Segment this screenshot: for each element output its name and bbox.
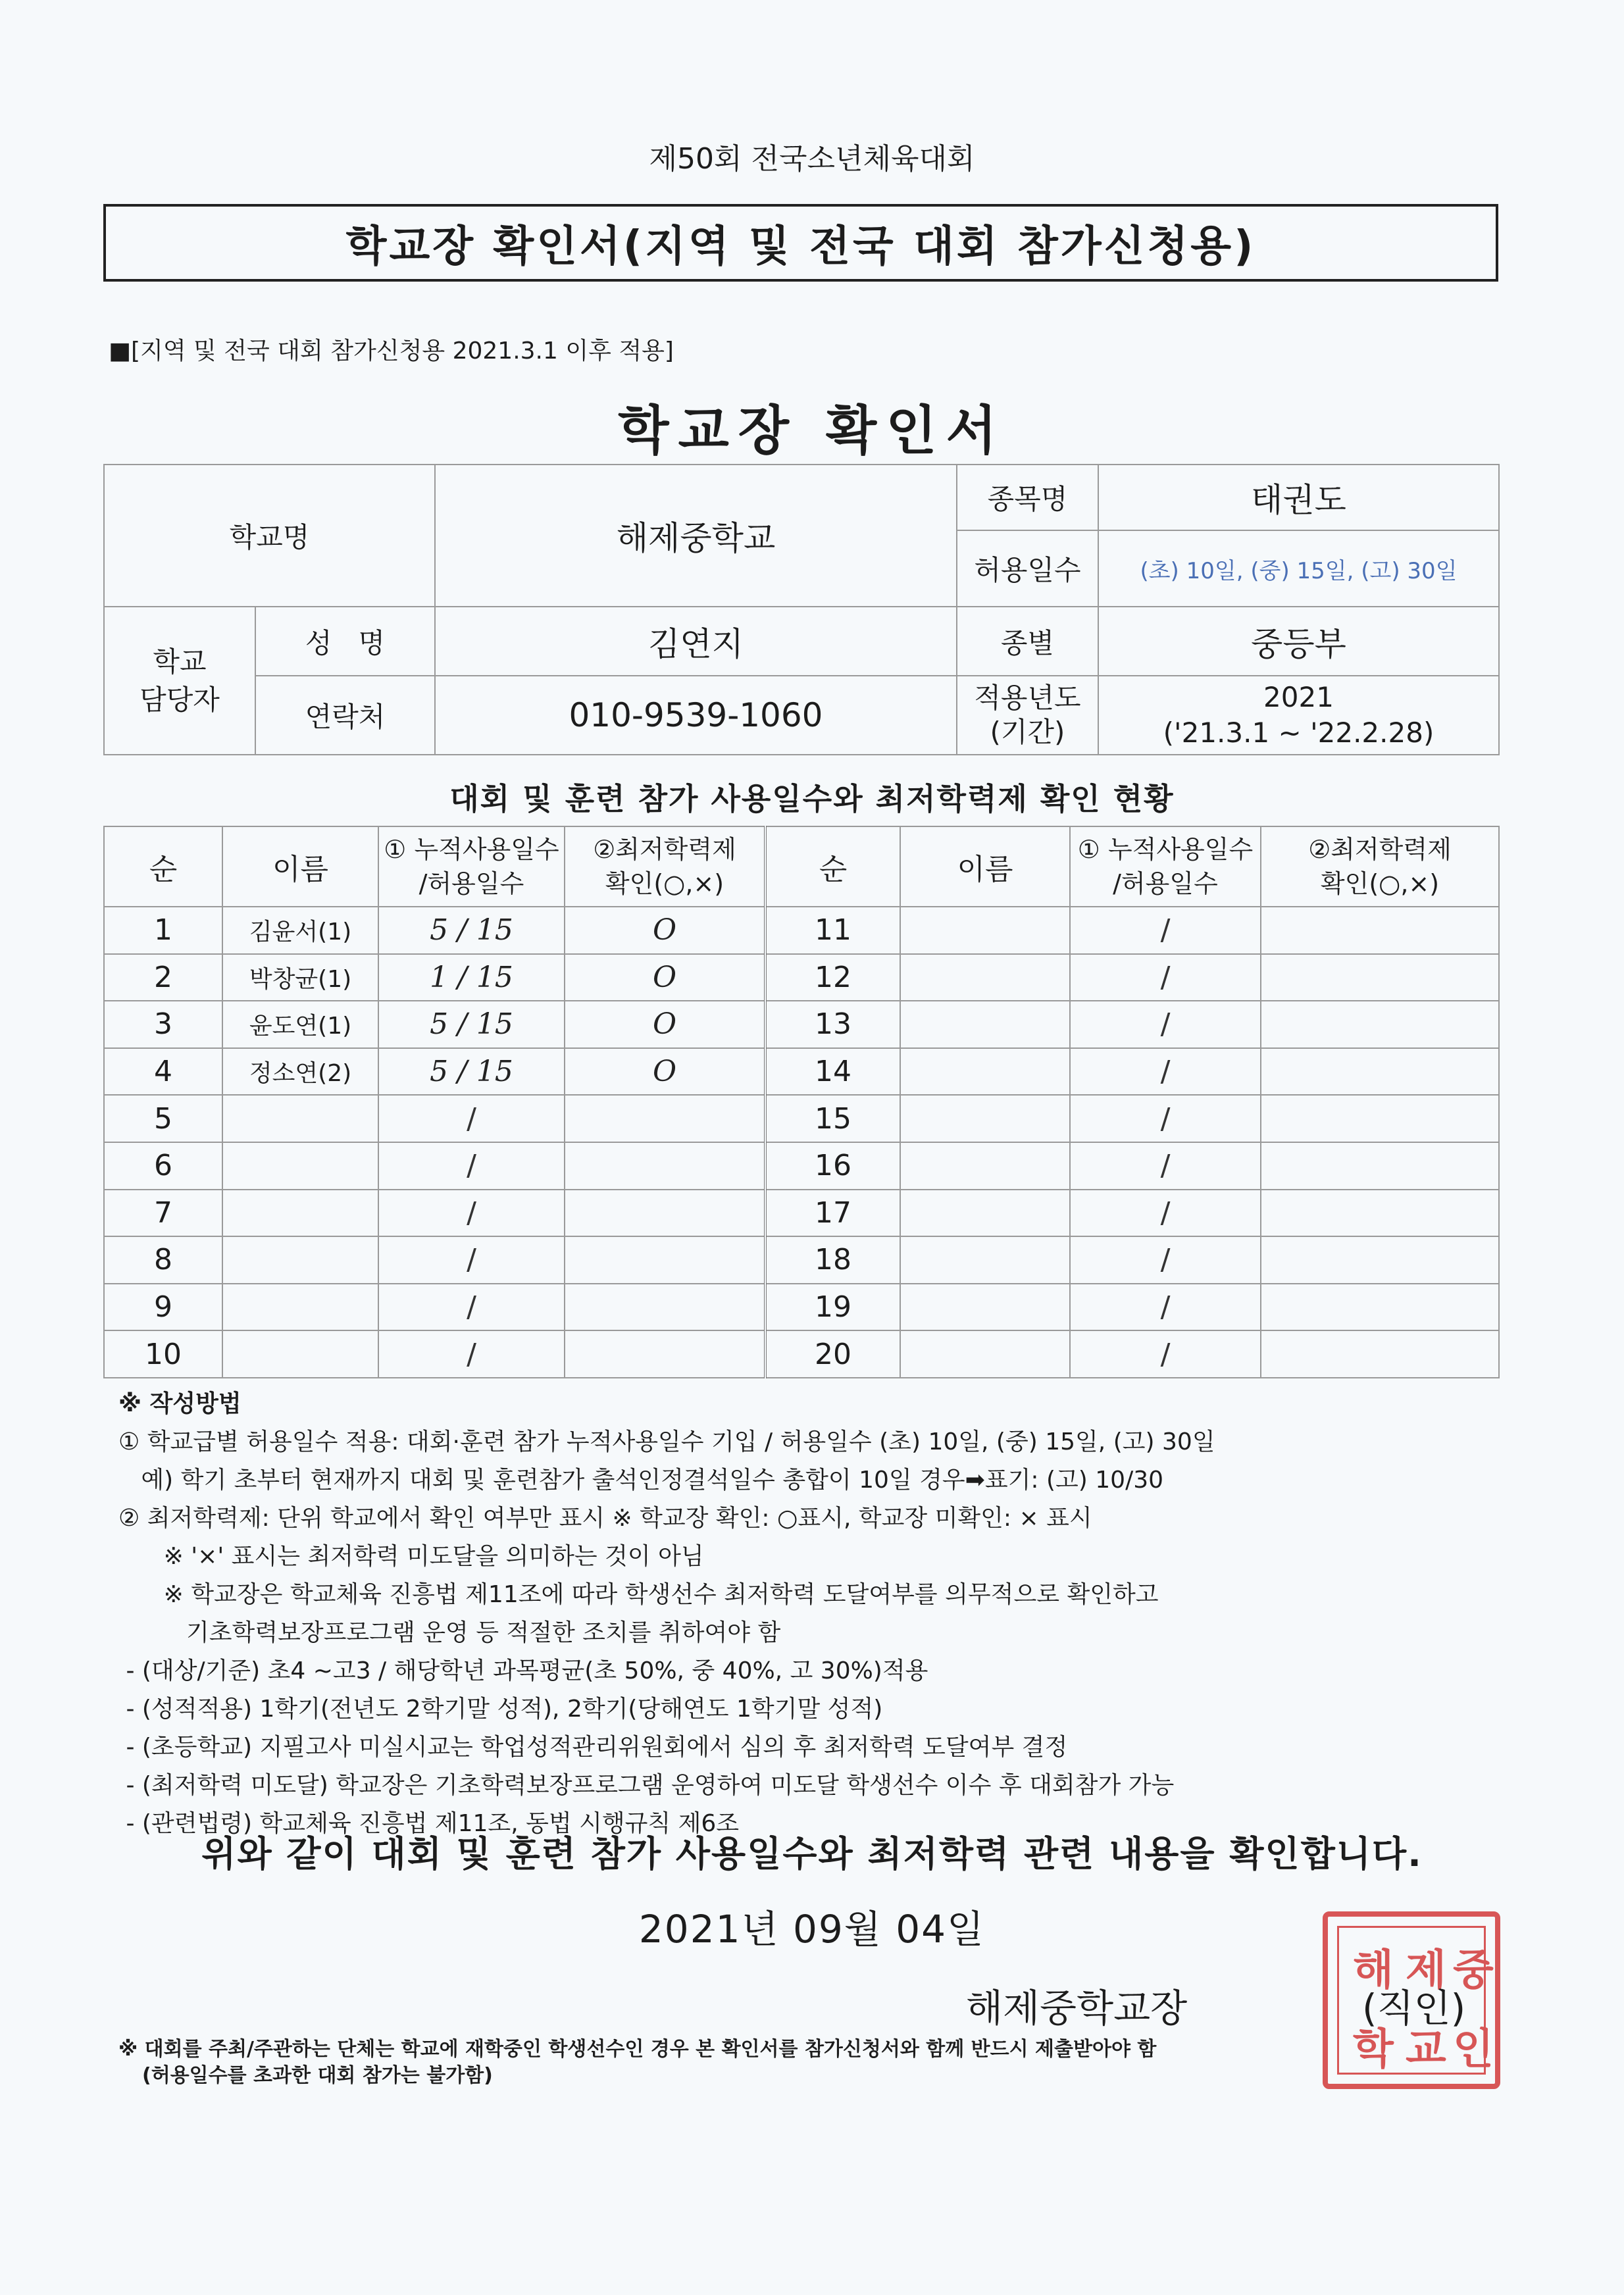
academic-check bbox=[565, 1142, 765, 1190]
header-no-right: 순 bbox=[765, 826, 900, 907]
method-line: - (성적적용) 1학기(전년도 2학기말 성적), 2학기(당해연도 1학기말 성적) bbox=[118, 1696, 883, 1723]
days-used: 5 / 15 bbox=[378, 1001, 565, 1048]
allowed-days-value: (초) 10일, (중) 15일, (고) 30일 bbox=[1098, 530, 1499, 607]
allowed-days-label: 허용일수 bbox=[957, 530, 1098, 607]
days-used: / bbox=[1070, 1236, 1261, 1284]
method-line: 예) 학기 초부터 현재까지 대회 및 훈련참가 출석인정결석일수 총합이 10일 경우➡표기: (고) 10/30 bbox=[118, 1467, 1164, 1494]
event-title: 제50회 전국소년체육대회 bbox=[649, 142, 975, 176]
days-used: 5 / 15 bbox=[378, 907, 565, 954]
student-name: 정소연(2) bbox=[222, 1048, 378, 1096]
row-number: 3 bbox=[104, 1001, 222, 1048]
method-line: ② 최저학력제: 단위 학교에서 확인 여부만 표시 ※ 학교장 확인: ○표시, 학교장 미확인: × 표시 bbox=[118, 1505, 1092, 1532]
method-line: - (초등학교) 지필고사 미실시교는 학업성적관리위원회에서 심의 후 최저학력 도달여부 결정 bbox=[118, 1734, 1068, 1761]
header-name-right: 이름 bbox=[900, 826, 1070, 907]
header-no: 순 bbox=[104, 826, 222, 907]
period-value: ('21.3.1 ~ '22.2.28) bbox=[1163, 717, 1434, 749]
row-number: 6 bbox=[104, 1142, 222, 1190]
student-name bbox=[900, 907, 1070, 954]
row-number: 18 bbox=[765, 1236, 900, 1284]
method-line: - (대상/기준) 초4 ~고3 / 해당학년 과목평균(초 50%, 중 40%, 고 30%)적용 bbox=[118, 1657, 928, 1684]
student-name bbox=[222, 1236, 378, 1284]
method-line: - (관련법령) 학교체육 진흥법 제11조, 동법 시행규칙 제6조 bbox=[118, 1810, 740, 1837]
roster-row bbox=[104, 1330, 1499, 1378]
row-number: 1 bbox=[104, 907, 222, 954]
division-label: 종별 bbox=[957, 607, 1098, 676]
method-line: ① 학교급별 허용일수 적용: 대회·훈련 참가 누적사용일수 기입 / 허용일수 (초) 10일, (중) 15일, (고) 30일 bbox=[118, 1428, 1215, 1455]
row-number: 2 bbox=[104, 954, 222, 1001]
year-value: 2021 bbox=[1263, 681, 1334, 713]
method-line: ※ 학교장은 학교체육 진흥법 제11조에 따라 학생선수 최저학력 도달여부를 의무적으로 확인하고 bbox=[118, 1581, 1159, 1608]
header-days: ① 누적사용일수 /허용일수 bbox=[378, 826, 565, 907]
days-used: / bbox=[1070, 907, 1261, 954]
roster-row bbox=[104, 1001, 1499, 1048]
student-name bbox=[222, 1142, 378, 1190]
principal-title: 해제중학교장 bbox=[966, 1986, 1188, 2030]
days-used: 1 / 15 bbox=[378, 954, 565, 1001]
days-used: / bbox=[378, 1190, 565, 1237]
row-number: 10 bbox=[104, 1330, 222, 1378]
academic-check bbox=[1261, 1142, 1499, 1190]
confirmation-statement: 위와 같이 대회 및 훈련 참가 사용일수와 최저학력 관련 내용을 확인합니다. bbox=[201, 1833, 1423, 1875]
seal-label: (직인) bbox=[1362, 1986, 1466, 2030]
academic-check: O bbox=[565, 1048, 765, 1096]
roster-row bbox=[104, 1236, 1499, 1284]
row-number: 17 bbox=[765, 1190, 900, 1237]
academic-check bbox=[565, 1284, 765, 1331]
academic-check: O bbox=[565, 907, 765, 954]
sport-value: 태권도 bbox=[1098, 465, 1499, 530]
academic-check bbox=[1261, 1284, 1499, 1331]
student-name bbox=[900, 1095, 1070, 1142]
days-used: / bbox=[378, 1330, 565, 1378]
applicability-note: ■[지역 및 전국 대회 참가신청용 2021.3.1 이후 적용] bbox=[109, 338, 674, 365]
footer-line: (허용일수를 초과한 대회 참가는 불가함) bbox=[142, 2064, 493, 2087]
student-name bbox=[222, 1284, 378, 1331]
days-used: / bbox=[1070, 1142, 1261, 1190]
roster-header-row bbox=[104, 826, 1499, 907]
official-seal: 해 제 중 학 교 인 bbox=[1323, 1911, 1500, 2089]
school-value: 해제중학교 bbox=[435, 465, 957, 607]
roster-row bbox=[104, 907, 1499, 954]
header-name: 이름 bbox=[222, 826, 378, 907]
academic-check bbox=[1261, 1190, 1499, 1237]
academic-check bbox=[1261, 1330, 1499, 1378]
row-number: 15 bbox=[765, 1095, 900, 1142]
days-used: / bbox=[1070, 1284, 1261, 1331]
student-name bbox=[222, 1095, 378, 1142]
row-number: 8 bbox=[104, 1236, 222, 1284]
contact-name-label: 성 명 bbox=[255, 607, 435, 676]
row-number: 12 bbox=[765, 954, 900, 1001]
row-number: 16 bbox=[765, 1142, 900, 1190]
roster-table bbox=[103, 826, 1500, 1378]
days-used: / bbox=[378, 1142, 565, 1190]
year-label: 적용년도 (기간) bbox=[957, 676, 1098, 755]
issue-date: 2021년 09월 04일 bbox=[638, 1907, 986, 1952]
days-used: / bbox=[1070, 954, 1261, 1001]
days-used: / bbox=[378, 1236, 565, 1284]
row-number: 14 bbox=[765, 1048, 900, 1096]
academic-check bbox=[565, 1190, 765, 1237]
roster-row bbox=[104, 1142, 1499, 1190]
header-check-right: ②최저학력제 확인(○,×) bbox=[1261, 826, 1499, 907]
roster-subtitle: 대회 및 훈련 참가 사용일수와 최저학력제 확인 현황 bbox=[449, 781, 1175, 817]
method-line: 기초학력보장프로그램 운영 등 적절한 조치를 취하여야 함 bbox=[118, 1619, 781, 1646]
document-title: 학교장 확인서 bbox=[618, 400, 1006, 461]
days-used: / bbox=[378, 1095, 565, 1142]
academic-check bbox=[565, 1236, 765, 1284]
academic-check: O bbox=[565, 954, 765, 1001]
student-name bbox=[222, 1330, 378, 1378]
row-number: 4 bbox=[104, 1048, 222, 1096]
method-line: - (최저학력 미도달) 학교장은 기초학력보장프로그램 운영하여 미도달 학생선수 이수 후 대회참가 가능 bbox=[118, 1772, 1175, 1799]
row-number: 5 bbox=[104, 1095, 222, 1142]
row-number: 9 bbox=[104, 1284, 222, 1331]
academic-check bbox=[1261, 1236, 1499, 1284]
school-label: 학교명 bbox=[104, 465, 435, 607]
roster-row bbox=[104, 1284, 1499, 1331]
student-name bbox=[900, 1236, 1070, 1284]
student-name bbox=[900, 954, 1070, 1001]
method-line: ※ '×' 표시는 최저학력 미도달을 의미하는 것이 아님 bbox=[118, 1543, 704, 1570]
sport-label: 종목명 bbox=[957, 465, 1098, 530]
days-used: / bbox=[1070, 1095, 1261, 1142]
student-name bbox=[900, 1284, 1070, 1331]
header-days-right: ① 누적사용일수 /허용일수 bbox=[1070, 826, 1261, 907]
academic-check bbox=[1261, 1095, 1499, 1142]
student-name: 김윤서(1) bbox=[222, 907, 378, 954]
days-used: 5 / 15 bbox=[378, 1048, 565, 1096]
academic-check bbox=[1261, 1001, 1499, 1048]
contact-phone-label: 연락처 bbox=[255, 676, 435, 755]
academic-check bbox=[1261, 1048, 1499, 1096]
days-used: / bbox=[1070, 1330, 1261, 1378]
row-number: 11 bbox=[765, 907, 900, 954]
student-name bbox=[900, 1190, 1070, 1237]
student-name bbox=[900, 1142, 1070, 1190]
box-title: 학교장 확인서(지역 및 전국 대회 참가신청용) bbox=[103, 204, 1498, 282]
contact-name-value: 김연지 bbox=[435, 607, 957, 676]
student-name bbox=[900, 1048, 1070, 1096]
roster-row bbox=[104, 954, 1499, 1001]
student-name bbox=[900, 1001, 1070, 1048]
year-cell bbox=[1098, 676, 1499, 755]
row-number: 19 bbox=[765, 1284, 900, 1331]
days-used: / bbox=[1070, 1190, 1261, 1237]
header-check: ②최저학력제 확인(○,×) bbox=[565, 826, 765, 907]
academic-check: O bbox=[565, 1001, 765, 1048]
contact-group-label: 학교 담당자 bbox=[104, 607, 255, 755]
contact-phone-value: 010-9539-1060 bbox=[435, 676, 957, 755]
student-name: 윤도연(1) bbox=[222, 1001, 378, 1048]
academic-check bbox=[1261, 954, 1499, 1001]
student-name bbox=[222, 1190, 378, 1237]
footer-line: ※ 대회를 주최/주관하는 단체는 학교에 재학중인 학생선수인 경우 본 확인서를 참가신청서와 함께 반드시 제출받아야 함 bbox=[118, 2038, 1157, 2061]
days-used: / bbox=[1070, 1001, 1261, 1048]
days-used: / bbox=[378, 1284, 565, 1331]
academic-check bbox=[565, 1095, 765, 1142]
row-number: 20 bbox=[765, 1330, 900, 1378]
academic-check bbox=[565, 1330, 765, 1378]
writing-method bbox=[118, 1385, 1215, 1843]
division-value: 중등부 bbox=[1098, 607, 1499, 676]
student-name bbox=[900, 1330, 1070, 1378]
student-name: 박창균(1) bbox=[222, 954, 378, 1001]
days-used: / bbox=[1070, 1048, 1261, 1096]
row-number: 7 bbox=[104, 1190, 222, 1237]
school-info-table bbox=[103, 464, 1500, 755]
roster-row bbox=[104, 1095, 1499, 1142]
footer-note bbox=[118, 2036, 1474, 2089]
roster-row bbox=[104, 1190, 1499, 1237]
method-line: ※ 작성방법 bbox=[118, 1390, 241, 1417]
row-number: 13 bbox=[765, 1001, 900, 1048]
roster-row bbox=[104, 1048, 1499, 1096]
academic-check bbox=[1261, 907, 1499, 954]
